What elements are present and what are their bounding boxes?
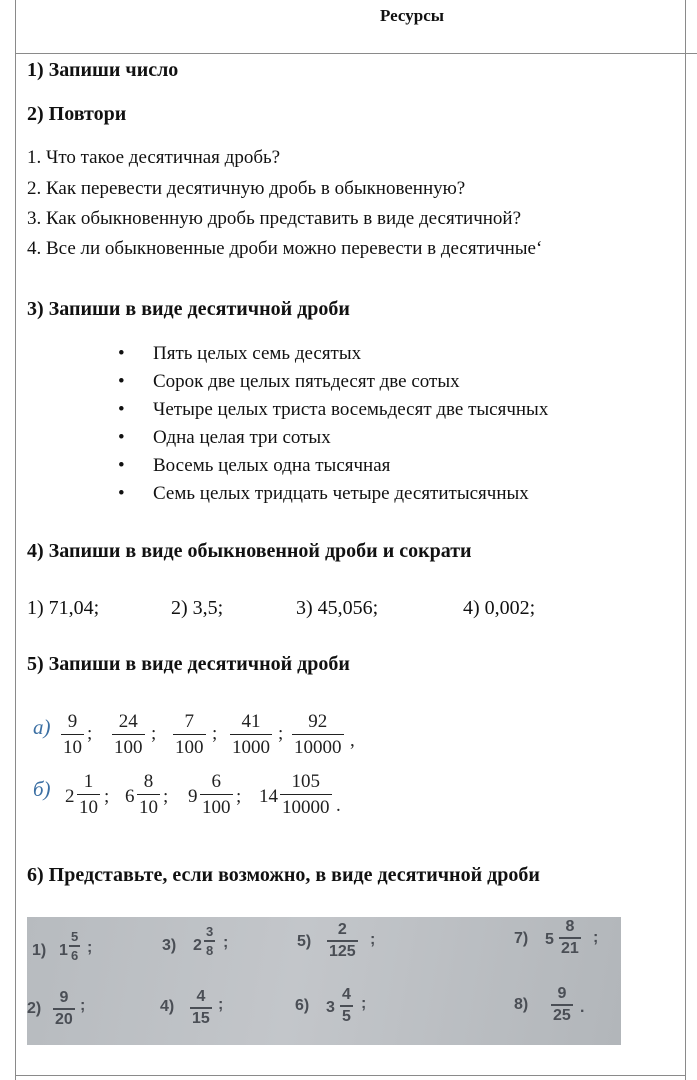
task-1-heading: 1) Запиши число [27,59,179,81]
task-2-heading: 2) Повтори [27,103,127,125]
textbook-photo: 1) 1 5 6 ; 3) 2 3 8 ; 5) 2 125 ; 7) 5 8 21 ; 2) 9 20 ; 4) 4 15 ; 6) 3 4 5 ; 8) 9 25 . [27,917,621,1045]
fraction: 4 5 [342,986,351,1025]
fraction: 9 20 [55,989,73,1028]
task-4-item-3: 3) 45,056; [296,597,379,619]
column-header-resources: Ресурсы [380,6,445,25]
fraction: 8 21 [561,918,579,957]
fraction: $\frac{41}{1000}$ [232,711,270,758]
task-5b-label: б) [33,777,51,801]
fraction: $\frac{92}{10000}$ [294,711,342,758]
fraction: $\frac{8}{10}$ [139,771,158,818]
item-label: 5) [297,933,312,950]
task-4-item-4: 4) 0,002; [463,597,536,619]
item-label: 6) [295,997,310,1014]
table-border-left [15,0,16,1080]
bullet-text: Четыре целых триста восемьдесят две тысячных [153,399,549,420]
mixed-whole: 6 [125,786,135,807]
table-bottom-line [15,1075,685,1076]
fraction: 2 125 [329,921,356,960]
bullet-item: • Сорок две целых пятьдесят две сотых [118,371,460,392]
question-3: 3. Как обыкновенную дробь представить в виде десятичной? [27,208,522,229]
task-6-heading: 6) Представьте, если возможно, в виде десятичной дроби [27,864,540,886]
fraction: $\frac{6}{100}$ [202,771,231,818]
item-label: 8) [514,996,529,1013]
task-5a-label: а) [33,715,51,739]
fraction: $\frac{7}{100}$ [175,711,204,758]
fraction: 3 8 [206,924,214,958]
item-label: 2) [27,1000,42,1017]
task-5-heading: 5) Запиши в виде десятичной дроби [27,653,350,675]
fraction: $\frac{1}{10}$ [79,771,98,818]
bullet-item: • Пять целых семь десятых [118,343,362,364]
task-4-item-2: 2) 3,5; [171,597,224,619]
bullet-text: Пять целых семь десятых [153,343,362,364]
table-border-right [685,0,686,1080]
item-label: 1) [32,942,47,959]
fraction: $\frac{24}{100}$ [114,711,143,758]
bullet-text: Сорок две целых пятьдесят две сотых [153,371,460,392]
fraction: $\frac{9}{10}$ [63,711,82,758]
fraction: 4 15 [192,988,210,1027]
task-4-heading: 4) Запиши в виде обыкновенной дроби и сократи [27,540,472,562]
question-1: 1. Что такое десятичная дробь? [27,147,281,168]
fraction: $\frac{105}{10000}$ [282,771,330,818]
bullet-item: • Четыре целых триста восемьдесят две тысячных [118,399,549,420]
task-4-item-1: 1) 71,04; [27,597,100,619]
header-divider [15,53,697,54]
mixed-whole: 2 [65,786,75,807]
mixed-whole: 14 [259,786,278,807]
question-2: 2. Как перевести десятичную дробь в обыкновенную? [27,178,466,199]
bullet-item: • Семь целых тридцать четыре десятитысячных [118,483,529,504]
fraction: 9 25 [553,985,571,1024]
bullet-text: Семь целых тридцать четыре десятитысячных [153,483,529,504]
fraction: 5 6 [71,929,79,963]
item-label: 7) [514,930,529,947]
bullet-text: Одна целая три сотых [153,427,331,448]
question-4: 4. Все ли обыкновенные дроби можно перевести в десятичные‘ [27,238,543,259]
bullet-text: Восемь целых одна тысячная [153,455,391,476]
item-label: 3) [162,937,177,954]
task-3-heading: 3) Запиши в виде десятичной дроби [27,298,350,320]
mixed-whole: 9 [188,786,198,807]
bullet-item: • Восемь целых одна тысячная [118,455,391,476]
bullet-item: • Одна целая три сотых [118,427,331,448]
item-label: 4) [160,998,175,1015]
